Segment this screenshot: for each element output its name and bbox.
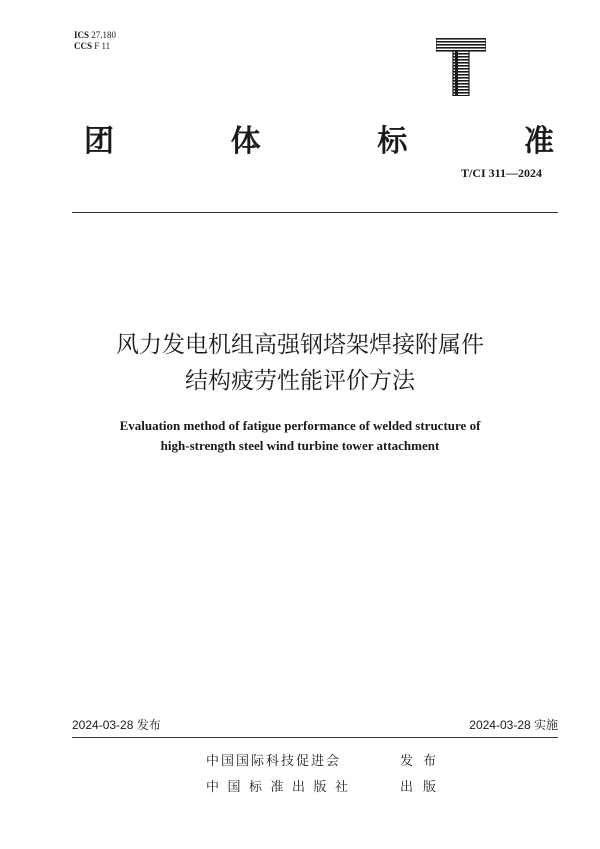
ics-ccs-codes [74, 30, 116, 52]
ics-line [74, 30, 116, 41]
standard-number: T/CI 311—2024 [460, 166, 542, 180]
issuer-role: 发布 [399, 754, 446, 769]
publisher-org: 中国标准出版社 [206, 780, 357, 795]
title-zh-line1: 风力发电机组高强钢塔架焊接附属件 [116, 332, 484, 358]
issuer-row [206, 750, 446, 769]
group-standard-heading [84, 116, 554, 159]
publisher-role: 出版 [399, 780, 446, 795]
heading-char-3: 标 [377, 124, 408, 159]
ccs-label: CCS [74, 41, 93, 51]
ccs-line [74, 41, 116, 52]
ics-label: ICS [74, 30, 90, 40]
heading-char-1: 团 [84, 124, 114, 159]
ics-code: 27.180 [91, 30, 117, 40]
issuer-org: 中国国际科技促进会 [206, 754, 342, 769]
heading-char-4: 准 [523, 124, 554, 159]
implementation-date: 2024-03-28 实施 [469, 718, 558, 732]
top-divider [72, 212, 558, 213]
publisher-row [206, 776, 446, 795]
title-en-line1: Evaluation method of fatigue performance of welded structure of [119, 418, 481, 433]
standard-letter-t-logo [436, 38, 486, 96]
issue-date: 2024-03-28 发布 [72, 718, 161, 732]
heading-char-2: 体 [230, 124, 261, 159]
bottom-divider [72, 737, 558, 738]
title-zh-line2: 结构疲劳性能评价方法 [185, 368, 415, 394]
ccs-code: F 11 [94, 41, 111, 51]
title-en-line2: high-strength steel wind turbine tower attachment [160, 438, 440, 453]
